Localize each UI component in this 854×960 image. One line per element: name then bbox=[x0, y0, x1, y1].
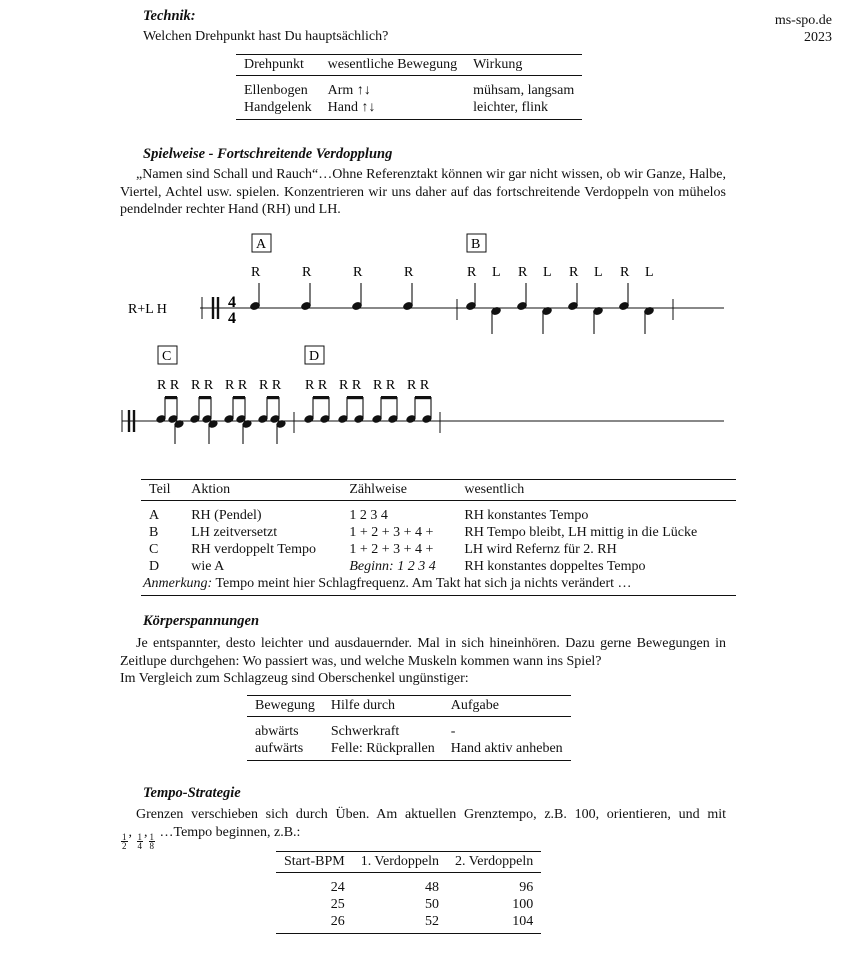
cell: - bbox=[450, 724, 456, 739]
fraction: $\frac{1}{4}$ bbox=[137, 831, 142, 851]
koerper-heading: Körperspannungen bbox=[143, 613, 260, 629]
sticking: R R bbox=[225, 378, 248, 393]
cell: 52 bbox=[424, 914, 439, 929]
table-row bbox=[276, 913, 541, 934]
cell: RH Tempo bleibt, LH mittig in die Lücke bbox=[464, 525, 698, 540]
col-header: Start-BPM bbox=[276, 852, 353, 873]
col-header: Drehpunkt bbox=[236, 55, 320, 76]
cell: RH (Pendel) bbox=[191, 508, 262, 523]
cell: 25 bbox=[330, 897, 345, 912]
spielweise-paragraph: „Namen sind Schall und Rauch“…Ohne Referenztakt können wir gar nicht wissen, ob wir Ganze, Halbe, Viertel, Achtel usw. spielen. Konzentrieren wir uns daher auf das fortschreitende Verdoppeln von mühelos pendelnder rechter Hand (RH) und LH. bbox=[120, 167, 726, 217]
cell: Felle: Rückprallen bbox=[330, 741, 435, 756]
sticking: R R bbox=[373, 378, 396, 393]
col-header: Zählweise bbox=[341, 480, 456, 501]
cell: C bbox=[149, 542, 159, 557]
quarter-note-group-a bbox=[250, 283, 414, 311]
note-text: Tempo meint hier Schlagfrequenz. Am Takt hat sich ja nichts verändert … bbox=[212, 576, 632, 591]
col-header: Teil bbox=[141, 480, 183, 501]
cell: 96 bbox=[519, 880, 534, 895]
time-sig-top: 4 bbox=[228, 294, 236, 311]
time-sig-bottom: 4 bbox=[228, 310, 236, 327]
section-label-c: C bbox=[162, 349, 172, 364]
cell: Schwerkraft bbox=[330, 724, 400, 739]
cell: LH zeitversetzt bbox=[191, 525, 278, 540]
cell: 48 bbox=[424, 880, 439, 895]
koerper-table bbox=[247, 695, 571, 761]
sticking: L bbox=[492, 265, 501, 280]
fraction: $\frac{1}{2}$ bbox=[122, 831, 127, 851]
cell: Handgelenk bbox=[244, 100, 312, 115]
cell: 26 bbox=[330, 914, 345, 929]
sticking: R R bbox=[259, 378, 282, 393]
fraction: $\frac{1}{8}$ bbox=[149, 831, 154, 851]
section-label-b: B bbox=[471, 237, 481, 252]
koerper-paragraph: Je entspannter, desto leichter und ausdauernder. Mal in sich hineinhören. Dazu gerne Bewegungen in Zeitlupe durchgehen: Wo passiert was, und welche Muskeln kommen wann ins Spiel? bbox=[120, 636, 726, 669]
table-row bbox=[141, 558, 736, 575]
cell: RH konstantes Tempo bbox=[464, 508, 589, 523]
tempo-paragraph bbox=[120, 806, 726, 850]
sticking: R R bbox=[191, 378, 214, 393]
sticking: R bbox=[620, 265, 630, 280]
note-label: Anmerkung: bbox=[143, 576, 213, 591]
section-label-a: A bbox=[256, 237, 267, 252]
col-header: Hilfe durch bbox=[323, 696, 443, 717]
table-row bbox=[247, 740, 571, 761]
col-header: 1. Verdoppeln bbox=[353, 852, 447, 873]
cell: 1 2 3 4 bbox=[349, 508, 388, 523]
sticking: R bbox=[569, 265, 579, 280]
col-header: Bewegung bbox=[247, 696, 323, 717]
tempo-heading: Tempo-Strategie bbox=[143, 785, 241, 801]
cell: D bbox=[149, 559, 160, 574]
tempo-line-1: Grenzen verschieben sich durch Üben. Am aktuellen Grenztempo, z.B. 100, orientieren, und mit bbox=[136, 807, 726, 822]
technik-heading: Technik: bbox=[143, 8, 196, 24]
table-note-row bbox=[141, 575, 736, 596]
table-row bbox=[141, 524, 736, 541]
cell: 24 bbox=[330, 880, 345, 895]
table-row bbox=[247, 717, 571, 741]
sticking: L bbox=[645, 265, 654, 280]
sticking: R R bbox=[339, 378, 362, 393]
table-row bbox=[276, 896, 541, 913]
staff-label: R+L H bbox=[128, 302, 167, 317]
col-header: wesentlich bbox=[456, 480, 736, 501]
cell: RH verdoppelt Tempo bbox=[191, 542, 316, 557]
sticking: R bbox=[353, 265, 363, 280]
table-row bbox=[141, 501, 736, 525]
drum-notation bbox=[0, 225, 854, 455]
eighth-note-group-d bbox=[304, 396, 432, 423]
table-row bbox=[141, 541, 736, 558]
sticking: R R bbox=[407, 378, 430, 393]
page-corner bbox=[775, 12, 832, 46]
sticking: L bbox=[543, 265, 552, 280]
cell: aufwärts bbox=[255, 741, 304, 756]
sticking: R R bbox=[157, 378, 180, 393]
cell: leichter, flink bbox=[473, 100, 548, 115]
cell: Arm ↑↓ bbox=[327, 83, 371, 98]
col-header: Aufgabe bbox=[443, 696, 571, 717]
cell: 1 + 2 + 3 + 4 + bbox=[349, 525, 434, 540]
col-header: Wirkung bbox=[465, 55, 582, 76]
tempo-line-2-text: …Tempo beginnen, z.B.: bbox=[159, 824, 301, 840]
cell: wie A bbox=[191, 559, 225, 574]
sticking: R bbox=[467, 265, 477, 280]
cell: RH konstantes doppeltes Tempo bbox=[464, 559, 646, 574]
cell: Hand aktiv anheben bbox=[450, 741, 563, 756]
table-row bbox=[236, 99, 582, 120]
eighth-note-group-c bbox=[156, 396, 286, 444]
section-label-d: D bbox=[309, 349, 320, 364]
spielweise-heading: Spielweise - Fortschreitende Verdopplung bbox=[143, 146, 393, 162]
cell: Beginn: 1 2 3 4 bbox=[349, 559, 436, 574]
tempo-line-2: $\frac{1}{2}$ , $\frac{1}{4}$ , $\frac{1}{8}$ …Tempo beginnen, z.B.: bbox=[122, 824, 301, 851]
site-label: ms-spo.de bbox=[774, 13, 832, 28]
col-header: Aktion bbox=[183, 480, 341, 501]
sticking: R bbox=[302, 265, 312, 280]
sticking: R R bbox=[305, 378, 328, 393]
koerper-paragraph-2: Im Vergleich zum Schlagzeug sind Oberschenkel ungünstiger: bbox=[120, 671, 469, 686]
cell: 50 bbox=[424, 897, 439, 912]
cell: mühsam, langsam bbox=[473, 83, 575, 98]
col-header: 2. Verdoppeln bbox=[447, 852, 541, 873]
sticking: R bbox=[404, 265, 414, 280]
teile-table bbox=[141, 479, 736, 596]
tempo-table bbox=[276, 851, 541, 934]
table-row bbox=[276, 873, 541, 897]
year-label: 2023 bbox=[804, 30, 832, 45]
cell: 1 + 2 + 3 + 4 + bbox=[349, 542, 434, 557]
table-note bbox=[141, 575, 736, 596]
cell: 104 bbox=[512, 914, 534, 929]
cell: abwärts bbox=[255, 724, 299, 739]
sticking: L bbox=[594, 265, 603, 280]
sticking: R bbox=[518, 265, 528, 280]
cell: LH wird Refernz für 2. RH bbox=[464, 542, 617, 557]
technik-question: Welchen Drehpunkt hast Du hauptsächlich? bbox=[143, 29, 389, 44]
cell: A bbox=[149, 508, 160, 523]
cell: B bbox=[149, 525, 159, 540]
table-row bbox=[236, 76, 582, 100]
cell: Ellenbogen bbox=[244, 83, 308, 98]
sticking: R bbox=[251, 265, 261, 280]
cell: 100 bbox=[512, 897, 534, 912]
technik-table bbox=[236, 54, 582, 120]
cell: Hand ↑↓ bbox=[327, 100, 376, 115]
col-header: wesentliche Bewegung bbox=[320, 55, 465, 76]
